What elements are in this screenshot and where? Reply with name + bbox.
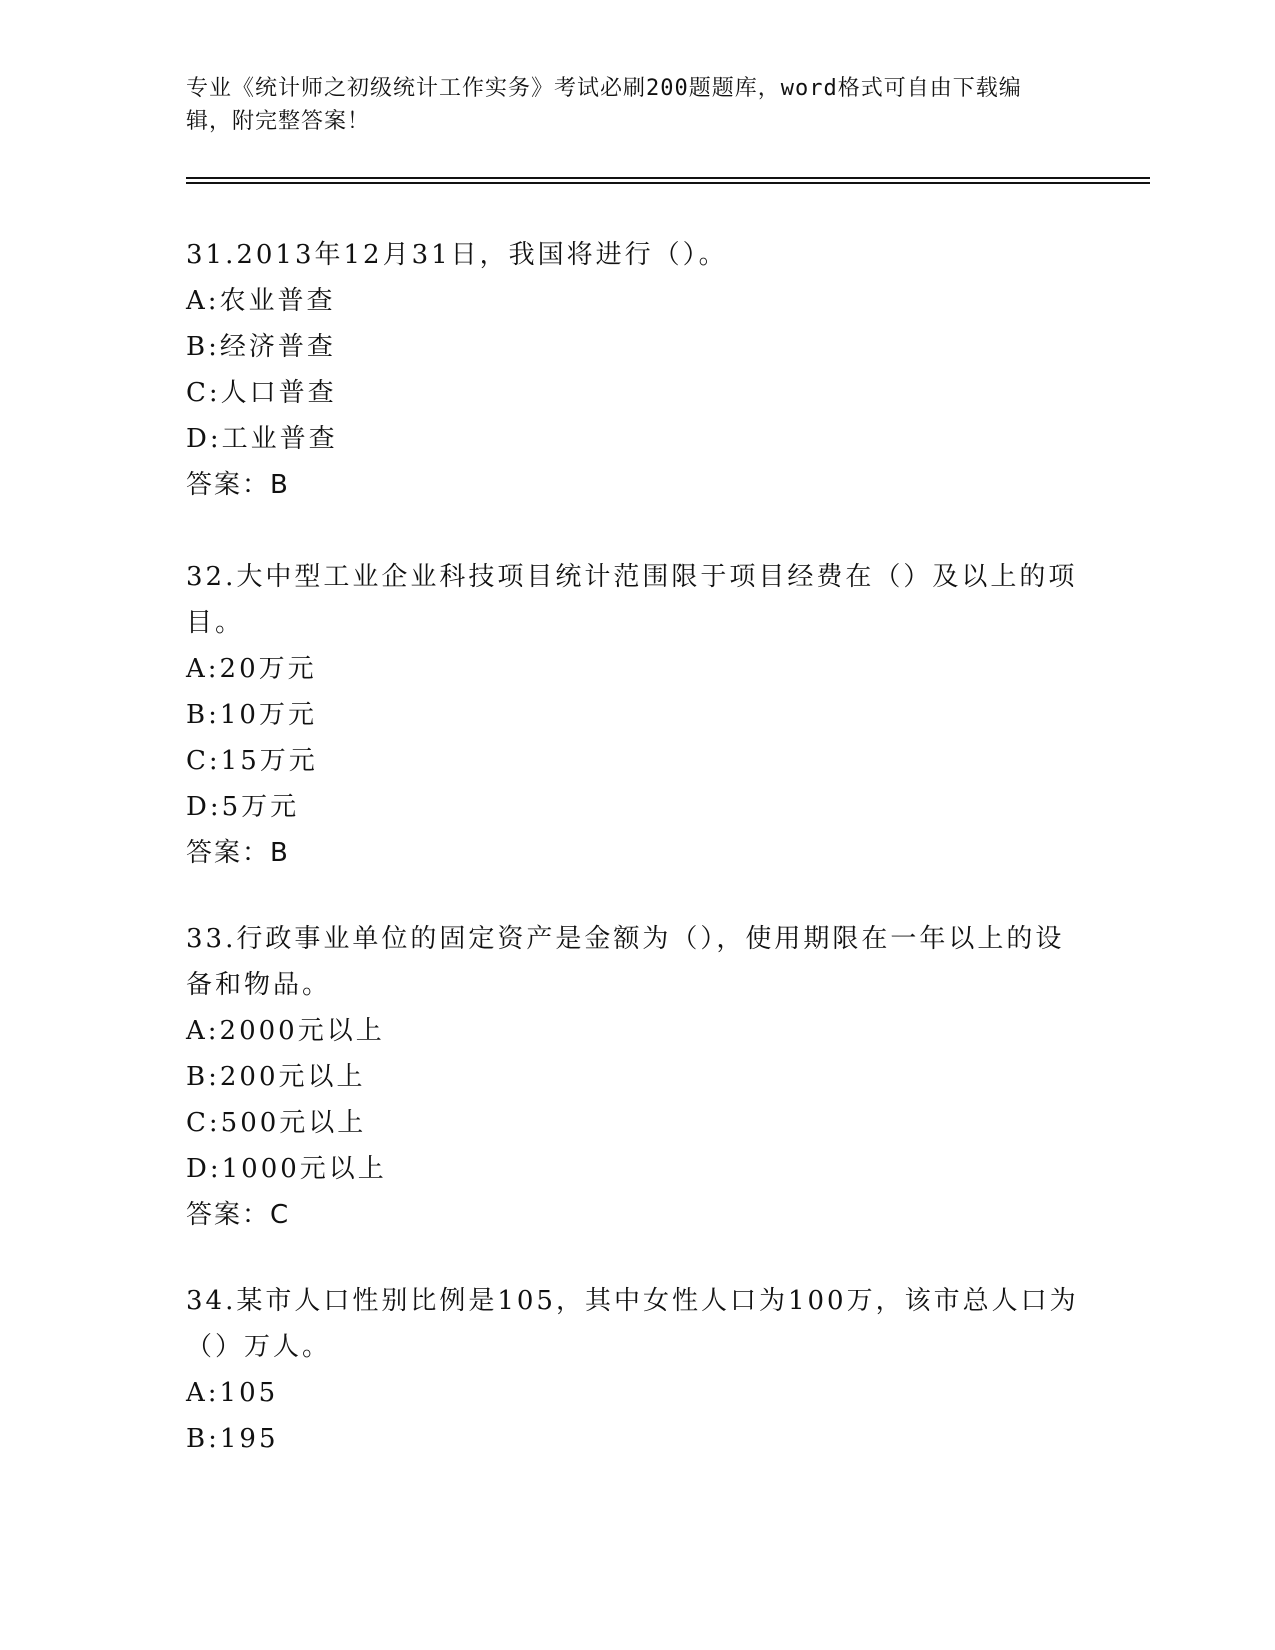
option-b: B:经济普查	[186, 332, 336, 362]
answer-line: 答案：B	[186, 838, 290, 868]
document-header: 专业《统计师之初级统计工作实务》考试必刷200题题库，word格式可自由下载编辑，附完整答案！	[186, 76, 1022, 134]
option-c: C:500元以上	[186, 1108, 367, 1138]
option-d: D:工业普查	[186, 424, 338, 454]
option-d: D:5万元	[186, 792, 300, 822]
question-32	[186, 554, 1086, 876]
question-stem: 32.大中型工业企业科技项目统计范围限于项目经费在（）及以上的项目。	[186, 562, 1078, 638]
option-c: C:人口普查	[186, 378, 337, 408]
answer-line: 答案：B	[186, 470, 290, 500]
option-b: B:200元以上	[186, 1062, 366, 1092]
question-stem: 31.2013年12月31日，我国将进行（）。	[186, 240, 728, 270]
option-a: A:20万元	[186, 654, 317, 684]
question-31	[186, 232, 1086, 508]
answer-line: 答案：C	[186, 1200, 291, 1230]
option-a: A:105	[186, 1378, 279, 1408]
option-a: A:2000元以上	[186, 1016, 385, 1046]
question-34	[186, 1278, 1086, 1462]
option-d: D:1000元以上	[186, 1154, 387, 1184]
option-b: B:195	[186, 1424, 279, 1454]
question-33	[186, 916, 1086, 1238]
option-a: A:农业普查	[186, 286, 336, 316]
question-stem: 33.行政事业单位的固定资产是金额为（），使用期限在一年以上的设备和物品。	[186, 924, 1065, 1000]
header-divider-top	[186, 177, 1150, 179]
option-b: B:10万元	[186, 700, 317, 730]
header-divider-bottom	[186, 182, 1150, 184]
question-stem: 34.某市人口性别比例是105，其中女性人口为100万，该市总人口为（）万人。	[186, 1286, 1079, 1362]
option-c: C:15万元	[186, 746, 318, 776]
